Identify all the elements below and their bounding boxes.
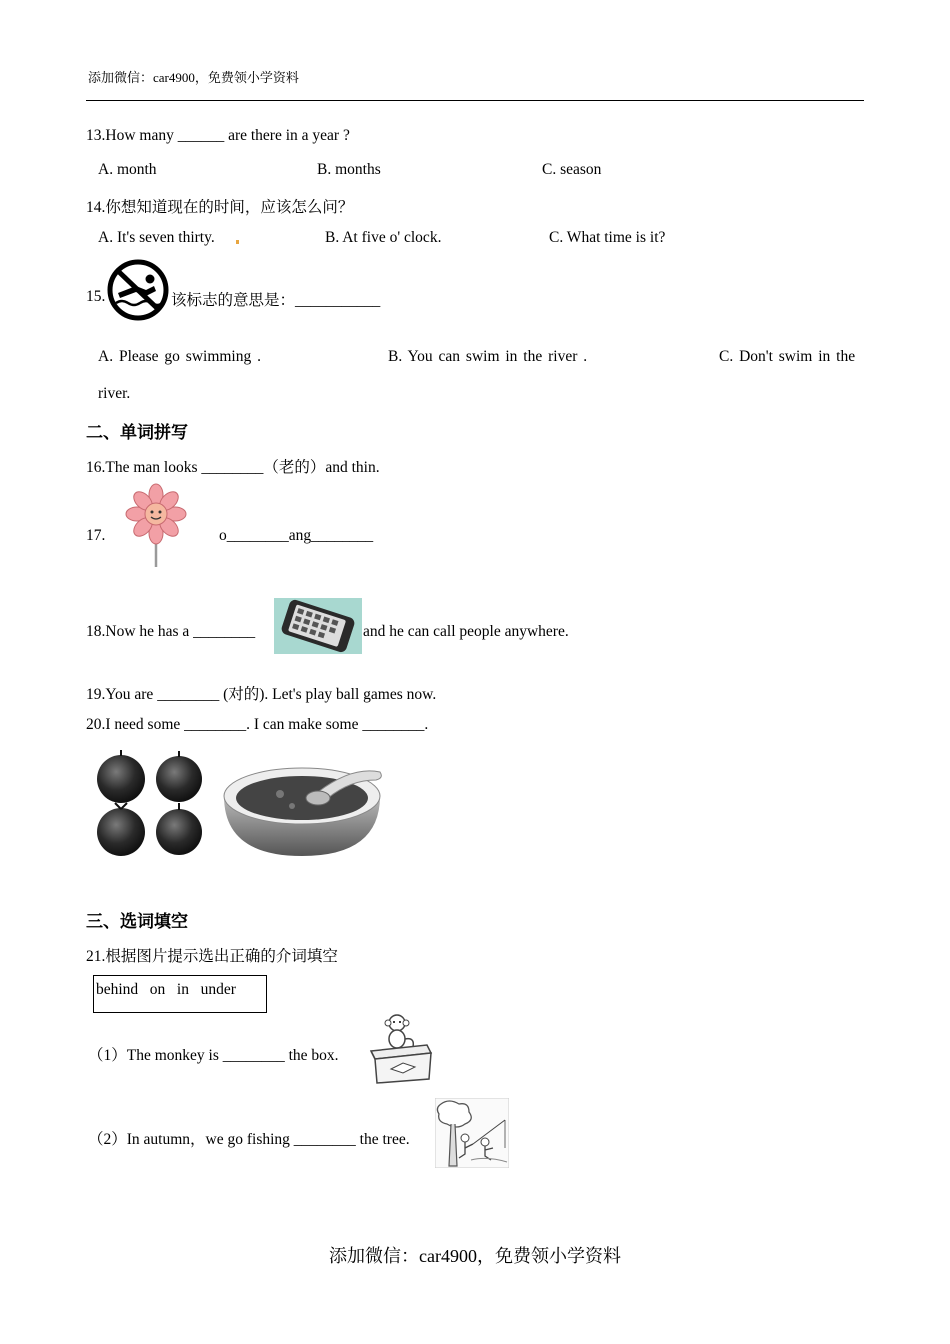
fishing-under-tree-image: [435, 1098, 509, 1168]
q13-option-a[interactable]: A. month: [98, 161, 157, 178]
page-footer: 添加微信：car4900，免费领小学资料: [329, 1246, 621, 1266]
q14-option-a[interactable]: A. It's seven thirty.: [98, 229, 215, 246]
question-17-number: 17.: [86, 527, 106, 544]
question-13: 13.How many ______ are there in a year ?: [86, 127, 350, 144]
section-3-title: 三、选词填空: [86, 912, 188, 932]
soup-bowl-image: [222, 758, 386, 858]
q14-option-b[interactable]: B. At five o' clock.: [325, 229, 442, 246]
q15-option-c[interactable]: C. Don't swim in the: [719, 348, 856, 365]
question-20: 20.I need some ________. I can make some ________.: [86, 716, 429, 733]
page-header: 添加微信：car4900，免费领小学资料: [88, 70, 299, 85]
monkey-on-box-image: [367, 1013, 435, 1085]
q15-option-b[interactable]: B. You can swim in the river .: [388, 348, 588, 365]
question-15: 该标志的意思是：___________: [171, 292, 381, 309]
word-bank-box: [93, 975, 267, 1013]
no-swimming-sign-icon: [106, 259, 170, 321]
question-18-after: and he can call people anywhere.: [363, 623, 569, 640]
question-17-blank: o________ang________: [219, 527, 374, 544]
section-2-title: 二、单词拼写: [86, 423, 188, 443]
question-18-before: 18.Now he has a ________: [86, 623, 256, 640]
mobile-phone-image: [274, 598, 362, 654]
q15-option-c-continued: river.: [98, 385, 131, 402]
question-21-item-1: （1）The monkey is ________ the box.: [88, 1047, 339, 1064]
stray-mark: [236, 240, 239, 244]
question-16: 16.The man looks ________（老的）and thin.: [86, 459, 380, 476]
flower-image: [122, 483, 190, 569]
word-bank-words: behind on in under: [96, 981, 236, 998]
question-21: 21.根据图片提示选出正确的介词填空: [86, 948, 338, 965]
q15-option-a[interactable]: A. Please go swimming .: [98, 348, 261, 365]
tomatoes-image: [92, 750, 208, 860]
question-14: 14.你想知道现在的时间，应该怎么问？: [86, 199, 354, 216]
q13-option-b[interactable]: B. months: [317, 161, 381, 178]
q13-option-c[interactable]: C. season: [542, 161, 602, 178]
question-15-number: 15.: [86, 288, 106, 305]
header-divider: [86, 100, 864, 101]
question-19: 19.You are ________ (对的). Let's play ball games now.: [86, 686, 437, 703]
question-21-item-2: （2）In autumn，we go fishing ________ the tree.: [88, 1131, 410, 1148]
q14-option-c[interactable]: C. What time is it?: [549, 229, 666, 246]
